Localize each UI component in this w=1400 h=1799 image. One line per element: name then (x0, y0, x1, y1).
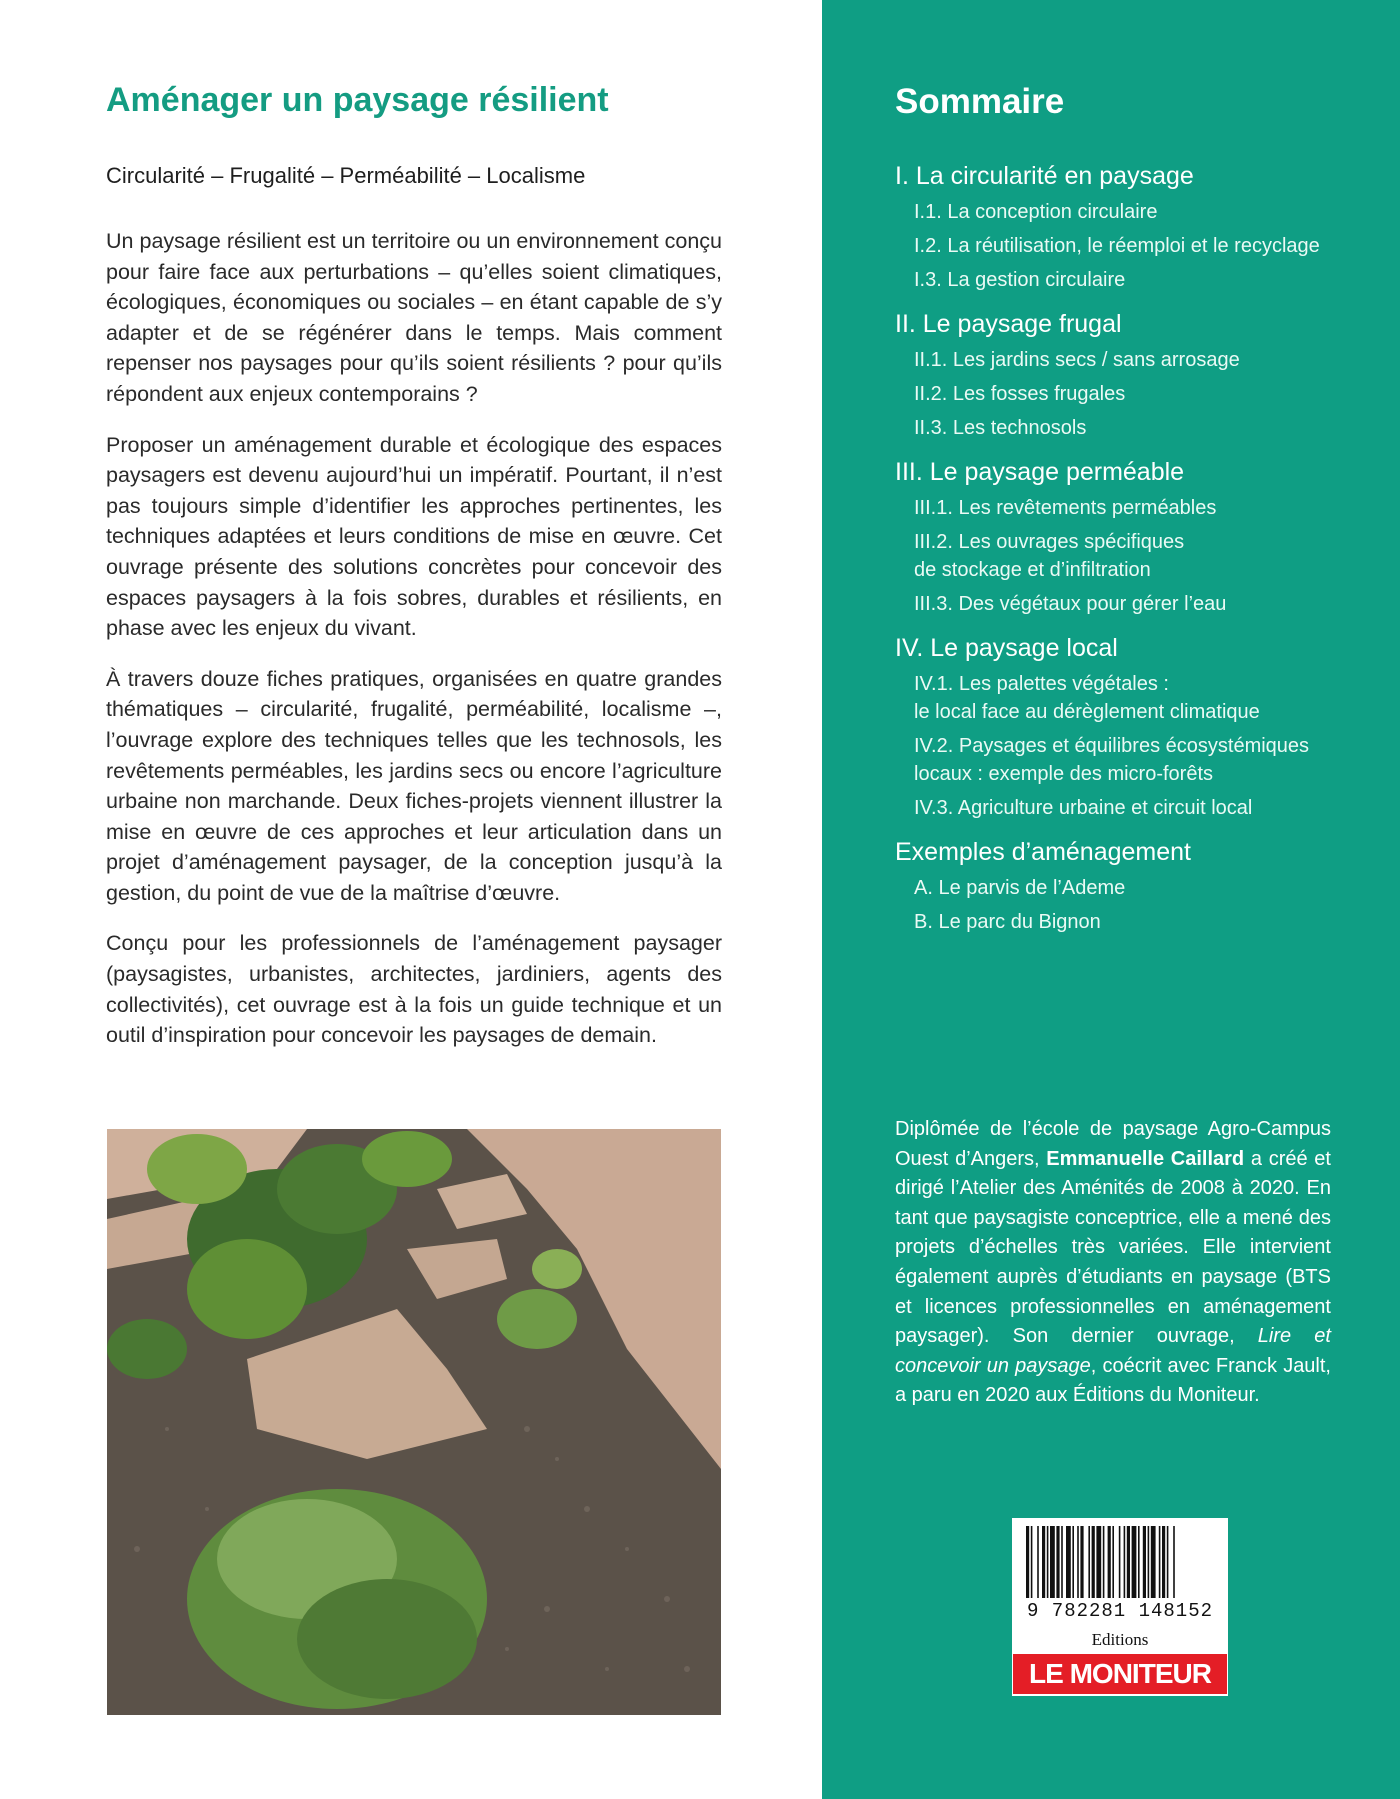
author-bio (895, 1115, 1331, 1411)
toc-item: I.1. La conception circulaire (914, 201, 1158, 223)
book-subtitle: Circularité – Frugalité – Perméabilité – Localisme (106, 163, 586, 188)
barcode-bar (1061, 1526, 1063, 1598)
author-bio-text: , coécrit avec Franck Jault, a paru en 2020 aux Éditions du Moniteur. (895, 1354, 1331, 1407)
toc-item: IV.2. Paysages et équilibres écosystémiques locaux : exemple des micro-forêts (914, 735, 1310, 785)
isbn-number: 9 782281 148152 (1026, 1600, 1214, 1622)
toc-item: II.2. Les fosses frugales (914, 383, 1126, 405)
toc-heading: I. La circularité en paysage (895, 162, 1194, 190)
barcode-bar (1072, 1526, 1074, 1598)
barcode-bar (1108, 1526, 1111, 1598)
barcode-bar (1127, 1526, 1130, 1598)
toc-heading: IV. Le paysage local (895, 634, 1118, 662)
toc-section (895, 158, 1345, 294)
toc-heading: III. Le paysage perméable (895, 458, 1185, 486)
barcode-bar (1080, 1526, 1083, 1598)
toc-item: III.2. Les ouvrages spécifiques de stockage et d’infiltration (914, 531, 1185, 581)
toc-item: I.3. La gestion circulaire (914, 269, 1126, 291)
barcode-bar (1162, 1526, 1165, 1598)
barcode-bar (1088, 1526, 1090, 1598)
book-title: Aménager un paysage résilient (106, 81, 609, 119)
table-of-contents (895, 158, 1345, 948)
barcode-icon (1012, 1526, 1228, 1606)
blurb-paragraph: Un paysage résilient est un territoire ou un environnement conçu pour faire face aux perturbations – qu’elles soient climatiques, écologiques, économiques ou sociales – en étant capable de s’y adapter et de se régénérer dans le temps. Mais comment repenser nos paysages pour qu’ils soient résilients ? pour qu’ils répondent aux enjeux contemporains ? (106, 229, 722, 406)
toc-heading: II. Le paysage frugal (895, 310, 1122, 338)
barcode-bar (1148, 1526, 1150, 1598)
barcode-bar (1112, 1526, 1114, 1598)
barcode-bar (1031, 1526, 1033, 1598)
barcode-bar (1050, 1526, 1055, 1598)
barcode-bar (1119, 1526, 1121, 1598)
toc-item: B. Le parc du Bignon (914, 911, 1101, 933)
toc-item: III.1. Les revêtements perméables (914, 497, 1217, 519)
barcode-bar (1167, 1526, 1169, 1598)
barcode-bar (1026, 1526, 1029, 1598)
publisher-editions-label: Editions (1091, 1630, 1149, 1649)
barcode-bar (1047, 1526, 1049, 1598)
toc-item: III.3. Des végétaux pour gérer l’eau (914, 593, 1227, 615)
barcode-bar (1077, 1526, 1079, 1598)
garden-photo (107, 1129, 721, 1715)
previous-book-title: Lire et concevoir un paysage (895, 1325, 1331, 1377)
toc-item: II.3. Les technosols (914, 417, 1087, 439)
barcode-bar (1066, 1526, 1071, 1598)
blurb-paragraph: Conçu pour les professionnels de l’aménagement paysager (paysagistes, urbanistes, architectes, jardiniers, agents des collectivités), cet ouvrage est à la fois un guide technique et un outil d’inspiration pour concevoir les paysages de demain. (106, 931, 722, 1048)
toc-section (895, 630, 1345, 822)
barcode-bar (1037, 1526, 1039, 1598)
barcode-bar (1096, 1526, 1101, 1598)
toc-heading: Exemples d’aménagement (895, 838, 1191, 866)
table-of-contents-title: Sommaire (895, 82, 1065, 121)
barcode-bar (1056, 1526, 1059, 1598)
barcode-bar (1138, 1526, 1140, 1598)
publisher-logo: LE MONITEUR (1013, 1654, 1227, 1694)
barcode-bar (1132, 1526, 1137, 1598)
toc-item: IV.1. Les palettes végétales : le local face au dérèglement climatique (914, 673, 1260, 723)
toc-item: I.2. La réutilisation, le réemploi et le recyclage (914, 235, 1320, 257)
blurb-paragraph: À travers douze fiches pratiques, organisées en quatre grandes thématiques – circularité, frugalité, perméabilité, localisme –, l’ouvrage explore des techniques telles que les technosols, les revêtements perméables, les jardins secs ou encore l’agriculture urbaine non marchande. Deux fiches-projets viennent illustrer la mise en œuvre de ces approches et leur articulation dans un projet d’aménagement paysager, de la conception jusqu’à la gestion, du point de vue de la maîtrise d’œuvre. (106, 666, 722, 905)
barcode-bar (1042, 1526, 1045, 1598)
barcode-bar (1092, 1526, 1095, 1598)
toc-item: II.1. Les jardins secs / sans arrosage (914, 349, 1240, 371)
toc-section (895, 834, 1345, 936)
barcode-bar (1159, 1526, 1161, 1598)
blurb-paragraph: Proposer un aménagement durable et écologique des espaces paysagers est devenu aujourd’hui un impératif. Pourtant, il n’est pas toujours simple d’identifier les approches pertinentes, les techniques adaptées et leurs conditions de mise en œuvre. Cet ouvrage présente des solutions concrètes pour concevoir des espaces paysagers à la fois sobres, durables et résilients, en phase avec les enjeux du vivant. (106, 432, 722, 641)
barcode-bar (1143, 1526, 1146, 1598)
barcode-bar (1124, 1526, 1126, 1598)
toc-item: A. Le parvis de l’Ademe (914, 877, 1126, 899)
author-bio-text: a créé et dirigé l’Atelier des Aménités de 2008 à 2020. En tant que paysagiste conceptrice, elle a mené des projets d’échelles très variées. Elle intervient également auprès d’étudiants en paysage (BTS et licences professionnelles en aménagement paysager). Son dernier ouvrage, (895, 1147, 1331, 1348)
garden-photo-illustration (107, 1129, 721, 1715)
author-bio-text: Diplômée de l’école de paysage Agro-Campus Ouest d’Angers, (895, 1118, 1331, 1170)
barcode-bar (1151, 1526, 1156, 1598)
barcode-bar (1173, 1526, 1175, 1598)
blurb (106, 226, 722, 1071)
toc-section (895, 454, 1345, 618)
toc-item: IV.3. Agriculture urbaine et circuit local (914, 797, 1253, 819)
author-name: Emmanuelle Caillard (1046, 1147, 1245, 1170)
toc-section (895, 306, 1345, 442)
barcode-bar (1103, 1526, 1105, 1598)
